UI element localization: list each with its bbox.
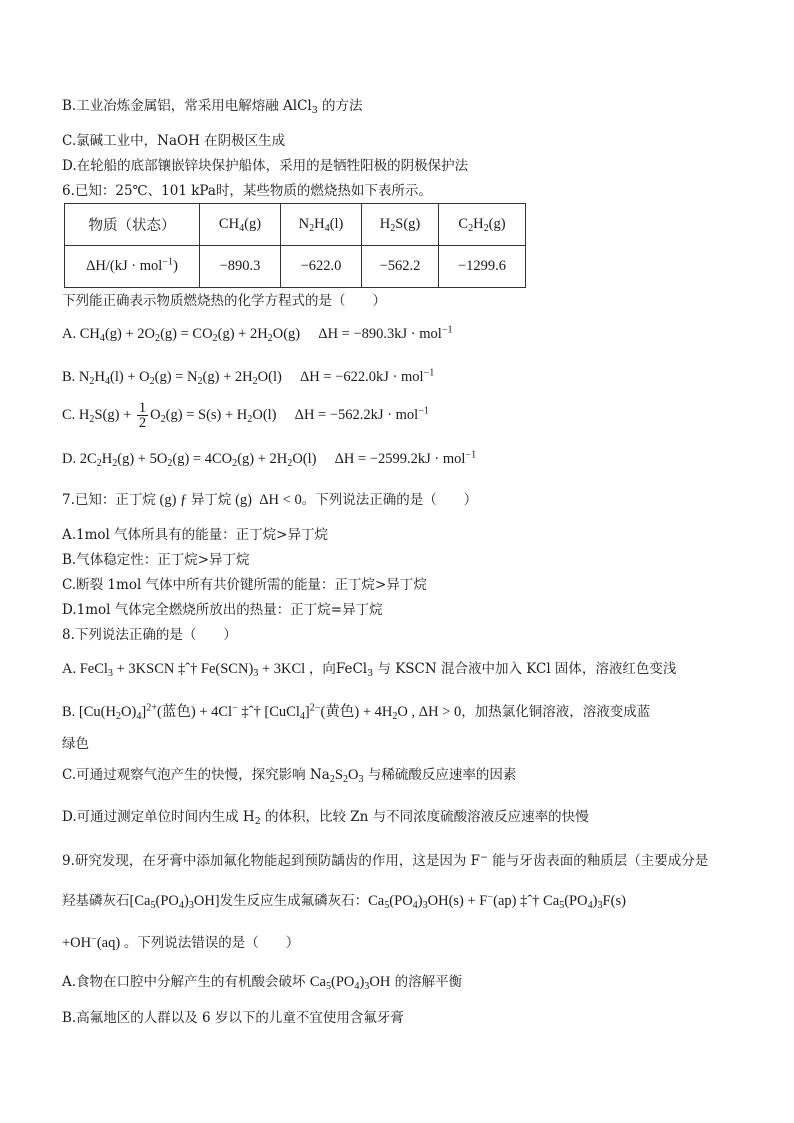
table-cell-ch4: −890.3	[200, 246, 281, 288]
q6-option-b: B. $N_2H_4(l) + O_2(g) = N_2(g) + 2H_2O(l)$ ΔH = −622.0kJ · mol$^{-1}$	[62, 367, 435, 388]
q6-option-d: D. $2C_2H_2(g) + 5O_2(g) = 4CO_2(g) + 2H_2O(l)$ ΔH = −2599.2kJ · mol$^{-1}$	[62, 449, 477, 470]
table-header-ch4: $CH_4(g)$	[200, 204, 281, 246]
q6-option-c: C. $H_2S(g)$ + $\frac{1}{2}$ $O_2(g) = S(s) + H_2O(l)$ ΔH = −562.2kJ · mol$^{-1}$	[62, 400, 429, 432]
table-cell-h2s: −562.2	[362, 246, 439, 288]
q7-option-d: D.1mol 气体完全燃烧所放出的热量：正丁烷=异丁烷	[62, 602, 383, 618]
combustion-heat-table	[64, 203, 526, 288]
q9-option-a: A.食物在口腔中分解产生的有机酸会破坏 $Ca_5(PO_4)_3OH$ 的溶解平衡	[62, 974, 463, 993]
table-header-h2s: $H_2S(g)$	[362, 204, 439, 246]
table-cell-c2h2: −1299.6	[439, 246, 526, 288]
q9-line-1: 9.研究发现，在牙膏中添加氟化物能起到预防龋齿的作用，这是因为 F− 能与牙齿表面的釉质层（主要成分是	[62, 851, 709, 869]
q7-option-a: A.1mol 气体所具有的能量：正丁烷>异丁烷	[62, 527, 328, 543]
q8-stem: 8.下列说法正确的是（ ）	[62, 627, 237, 643]
table-row-label: ΔH/(kJ · mol$^{-1}$)	[65, 246, 200, 288]
q5-option-c: C.氯碱工业中，NaOH 在阴极区生成	[62, 133, 286, 149]
table-row-header	[65, 204, 526, 246]
table-header-label: 物质（状态）	[65, 204, 200, 246]
q6-option-a: A. $CH_4(g) + 2O_2(g) = CO_2(g) + 2H_2O(g)$ ΔH = −890.3kJ · mol$^{-1}$	[62, 324, 453, 345]
q6-stem: 6.已知：25℃、101 kPa时，某些物质的燃烧热如下表所示。	[62, 183, 432, 199]
q8-option-d: D.可通过测定单位时间内生成 $H_2$ 的体积，比较 Zn 与不同浓度硫酸溶液反应速率的快慢	[62, 809, 589, 827]
q7-option-c: C.断裂 1mol 气体中所有共价键所需的能量：正丁烷>异丁烷	[62, 577, 427, 593]
table-header-c2h2: $C_2H_2(g)$	[439, 204, 526, 246]
table-row-values	[65, 246, 526, 288]
q8-option-c: C.可通过观察气泡产生的快慢，探究影响 $Na_2S_2O_3$ 与稀硫酸反应速率的因素	[62, 767, 517, 786]
q5-option-d: D.在轮船的底部镶嵌锌块保护船体，采用的是牺牲阳极的阴极保护法	[62, 158, 469, 174]
table-cell-n2h4: −622.0	[281, 246, 362, 288]
q7-stem: 7.已知：正丁烷 (g) ƒ 异丁烷 (g) ΔH < 0。下列说法正确的是（ ）	[62, 492, 478, 508]
fraction-one-half: $\frac{1}{2}$	[138, 400, 147, 432]
q8-option-b: B. $[Cu(H_2O)_4]^{2+}$(蓝色) + 4Cl− ‡ˆ† [CuCl$_4$]$^{2-}$(黄色) + $4H_2O$ , ΔH > 0，加热氯化铜溶液，溶液变成蓝	[62, 702, 651, 723]
q8-option-b-cont: 绿色	[62, 736, 89, 752]
q5-option-b: B.工业冶炼金属铝，常采用电解熔融 AlCl$_3$ 的方法	[62, 98, 363, 116]
q9-option-b: B.高氟地区的人群以及 6 岁以下的儿童不宜使用含氟牙膏	[62, 1010, 404, 1026]
q6-question: 下列能正确表示物质燃烧热的化学方程式的是（ ）	[62, 293, 386, 309]
q9-line-2: 羟基磷灰石$[Ca_5(PO_4)_3OH]$发生反应生成氟磷灰石：$Ca_5(PO_4)_3OH(s) + F^-(ap)$ ‡ˆ† $Ca_5(PO_4)_3F(s)$	[62, 891, 626, 912]
q8-option-a: A. FeCl$_3$ + 3KSCN ‡ˆ† $Fe(SCN)_3 + 3KCl$ ，向FeCl$_3$ 与 KSCN 混合液中加入 KCl 固体，溶液红色变浅	[62, 661, 677, 680]
table-header-n2h4: $N_2H_4(l)$	[281, 204, 362, 246]
q9-line-3: +OH−(aq) 。下列说法错误的是（ ）	[62, 933, 300, 951]
q7-option-b: B.气体稳定性：正丁烷>异丁烷	[62, 552, 250, 568]
